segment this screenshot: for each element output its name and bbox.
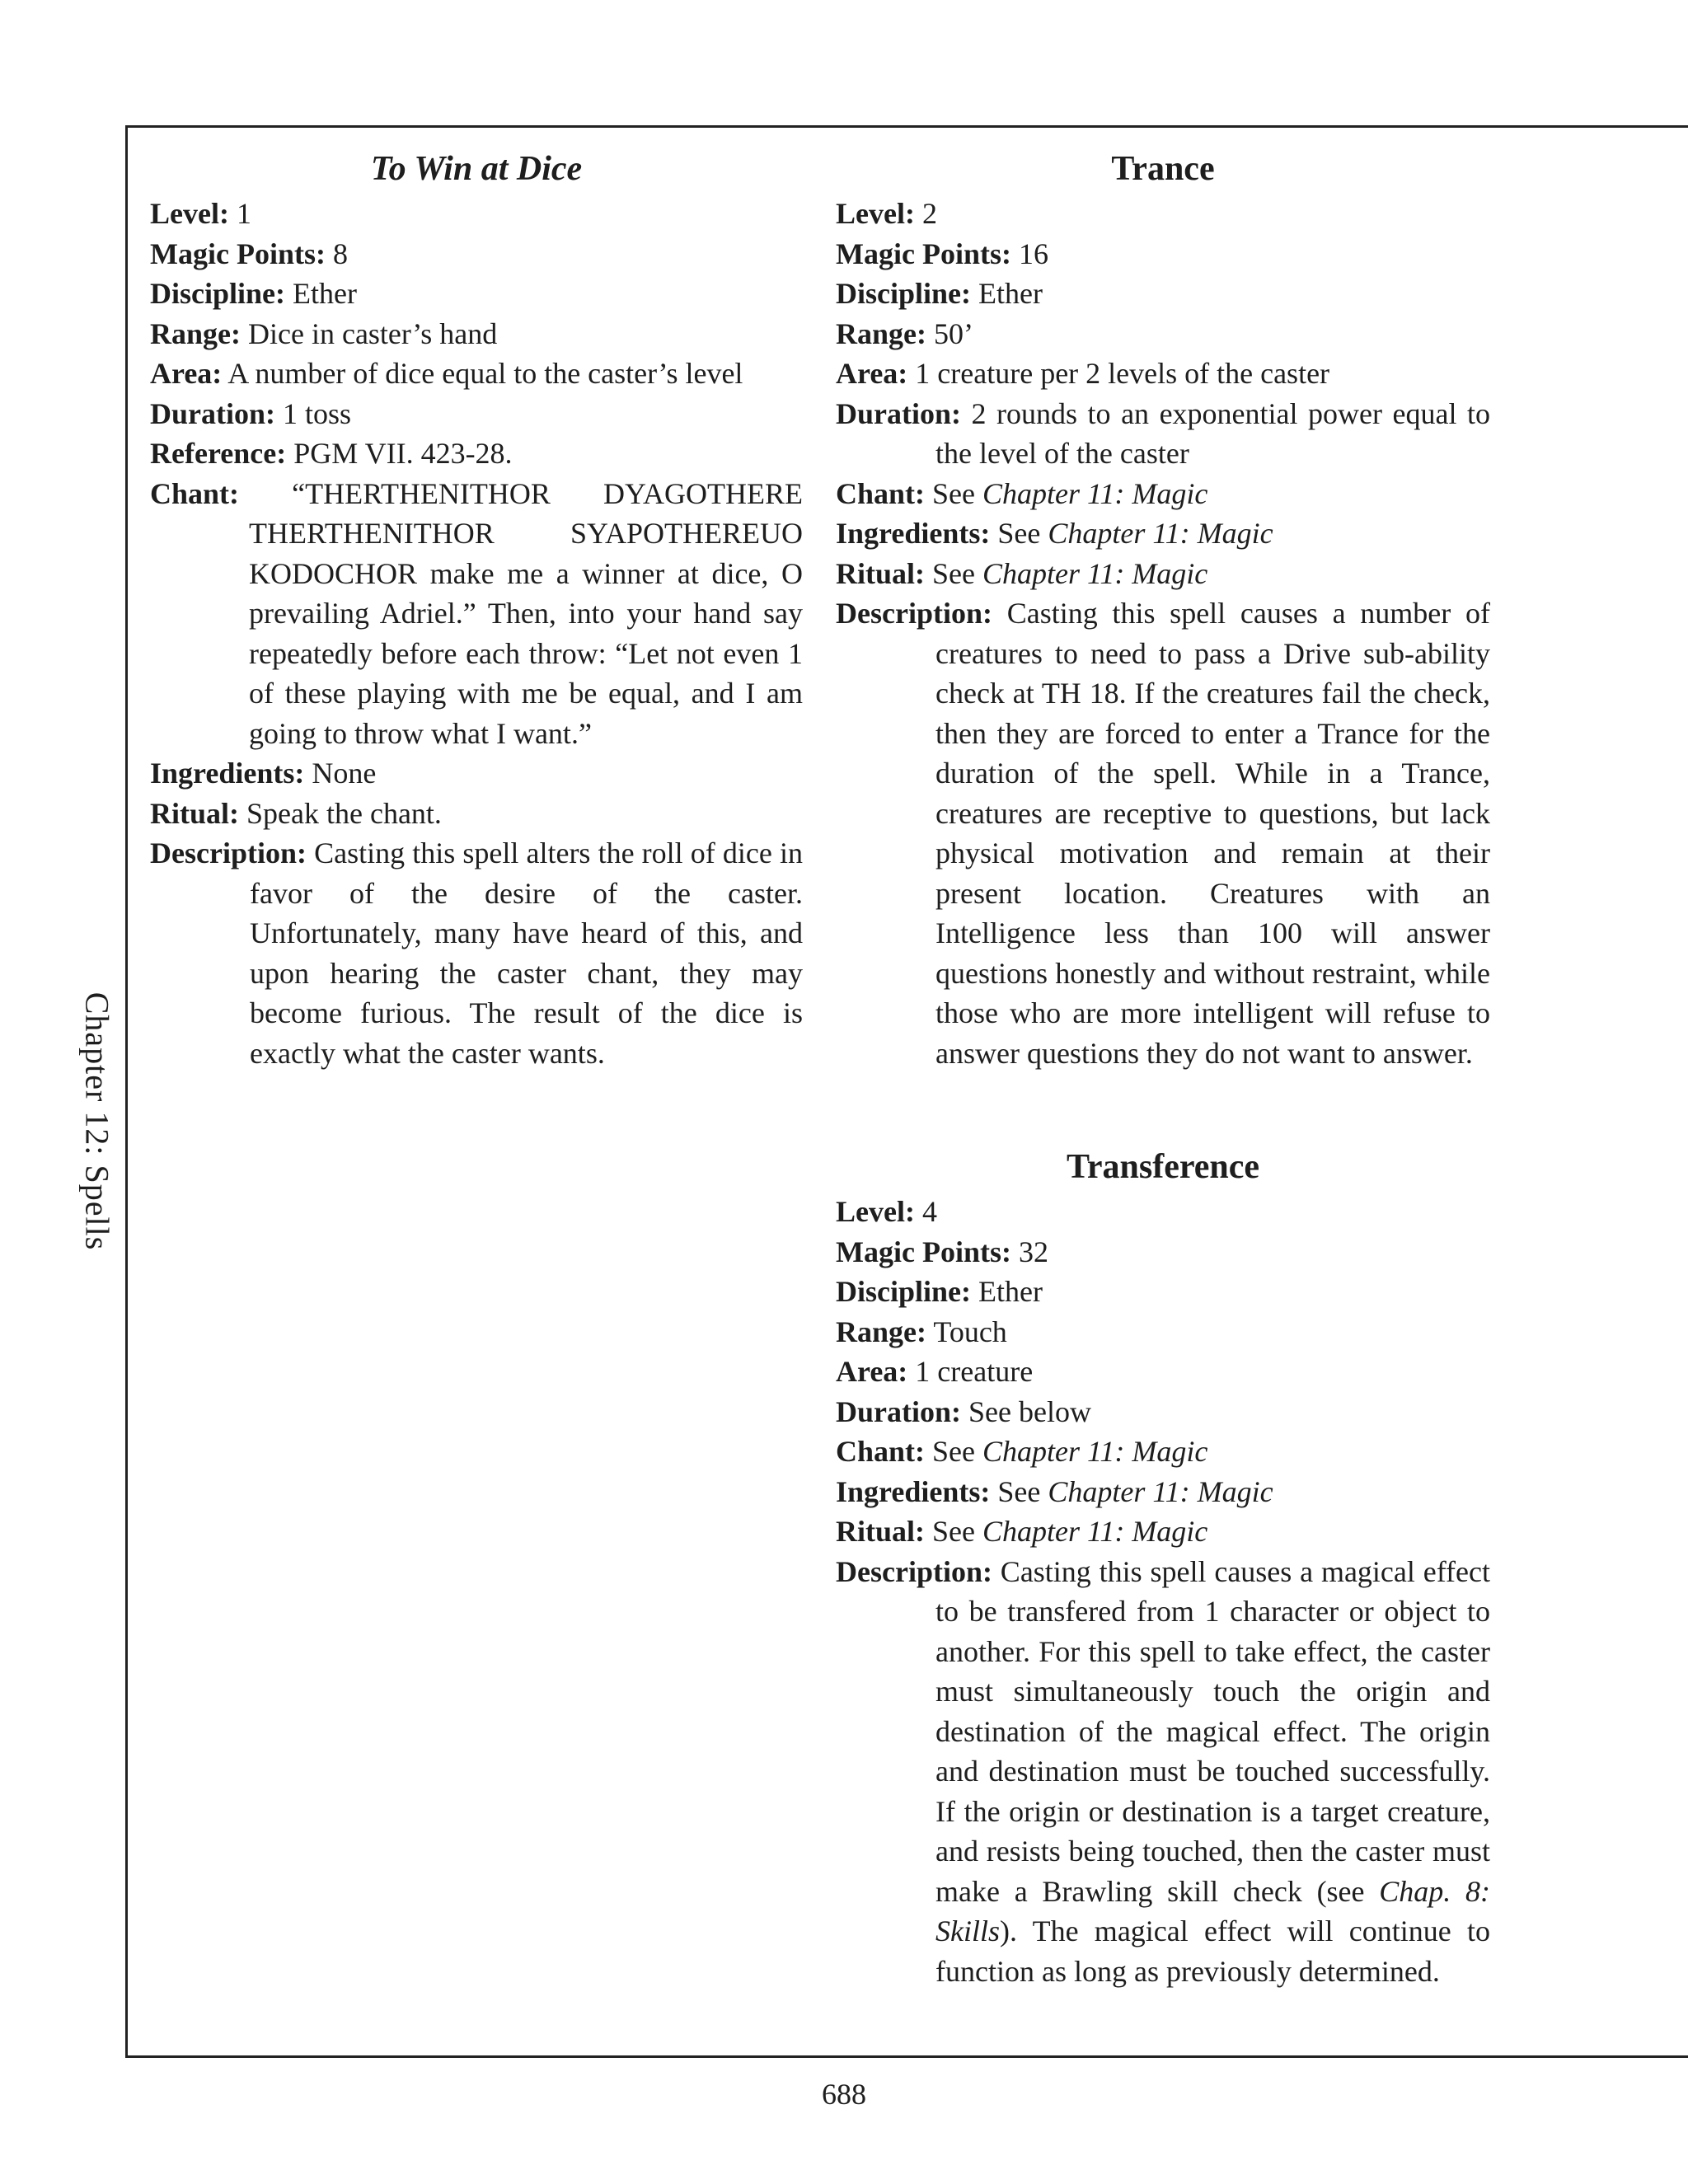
spell-to-win-at-dice bbox=[150, 144, 803, 1073]
area-row bbox=[836, 1352, 1490, 1392]
field-label: Ritual: bbox=[150, 796, 239, 830]
field-value: 1 creature per 2 levels of the caster bbox=[907, 357, 1330, 390]
field-value: See bbox=[925, 1515, 982, 1548]
discipline-row bbox=[150, 274, 803, 314]
spell-trance bbox=[836, 144, 1490, 1073]
field-label: Description: bbox=[150, 837, 307, 869]
description-row bbox=[150, 833, 803, 1073]
field-value: None bbox=[304, 757, 377, 790]
page-number: 688 bbox=[822, 2078, 866, 2111]
field-label: Ingredients: bbox=[836, 1474, 991, 1508]
field-label: Range: bbox=[836, 316, 926, 350]
spell-transference bbox=[836, 1142, 1490, 1991]
chapter-reference-link: Chapter 11: Magic bbox=[982, 556, 1208, 590]
field-value: Speak the chant. bbox=[239, 796, 442, 830]
field-value: Dice in caster’s hand bbox=[241, 316, 498, 350]
field-value: PGM VII. 423-28. bbox=[286, 437, 513, 470]
chapter-reference-link: Chap. 8: Skills bbox=[935, 1874, 1491, 1947]
field-label: Chant: bbox=[836, 476, 926, 510]
chant-row bbox=[150, 474, 803, 754]
chapter-reference-link: Chapter 11: Magic bbox=[982, 1515, 1208, 1548]
field-value: Ether bbox=[971, 1275, 1043, 1308]
spell-title: Transference bbox=[1066, 1148, 1260, 1186]
field-value: 8 bbox=[325, 237, 348, 270]
chapter-label-text: Chapter 12: Spells bbox=[78, 991, 116, 1250]
field-label: Magic Points: bbox=[836, 1235, 1011, 1268]
description-row bbox=[836, 1552, 1490, 1992]
field-value: See below bbox=[961, 1394, 1091, 1428]
range-row bbox=[836, 1312, 1490, 1352]
field-value: Touch bbox=[926, 1315, 1007, 1348]
field-value: 1 toss bbox=[275, 396, 352, 430]
field-value: 2 bbox=[914, 197, 937, 230]
description-row bbox=[836, 593, 1490, 1073]
area-row bbox=[836, 354, 1490, 394]
field-label: Area: bbox=[836, 357, 908, 390]
ritual-row bbox=[836, 554, 1490, 594]
field-label: Range: bbox=[150, 316, 241, 350]
field-label: Magic Points: bbox=[150, 237, 326, 270]
field-value: See bbox=[990, 1474, 1048, 1508]
magic-points-row bbox=[836, 234, 1490, 274]
field-label: Discipline: bbox=[836, 277, 972, 310]
field-label: Ritual: bbox=[836, 556, 925, 590]
field-value: 32 bbox=[1010, 1235, 1048, 1268]
field-label: Duration: bbox=[836, 1394, 961, 1428]
field-value: 1 creature bbox=[907, 1355, 1034, 1388]
ingredients-row bbox=[150, 753, 803, 794]
spell-title: To Win at Dice bbox=[370, 150, 583, 188]
field-label: Chant: bbox=[150, 476, 240, 510]
discipline-row bbox=[836, 274, 1490, 314]
field-label: Duration: bbox=[150, 396, 275, 430]
field-label: Duration: bbox=[836, 396, 961, 430]
field-label: Reference: bbox=[150, 437, 287, 470]
chapter-reference-link: Chapter 11: Magic bbox=[982, 1435, 1208, 1468]
field-label: Discipline: bbox=[836, 1275, 972, 1308]
spell-title: Trance bbox=[1111, 150, 1215, 188]
magic-points-row bbox=[836, 1232, 1490, 1272]
duration-row bbox=[150, 394, 803, 434]
field-label: Range: bbox=[836, 1315, 926, 1348]
field-label: Magic Points: bbox=[836, 237, 1011, 270]
field-value: See bbox=[925, 556, 982, 590]
field-label: Area: bbox=[150, 357, 223, 390]
field-value: Casting this spell causes a magical effect to be transfered from 1 character or object to another. For this spell to take effect, the caster must simultaneously touch the origin and destination of the magical effect. The origin and destination must be touched successfully. If the origin or destination is a target creature, and resists being touched, then the caster must make a Brawling skill check (see bbox=[935, 1554, 1490, 1908]
ingredients-row bbox=[836, 1472, 1490, 1512]
field-value: Ether bbox=[971, 277, 1043, 310]
chapter-reference-link: Chapter 11: Magic bbox=[1048, 1474, 1273, 1508]
field-value: See bbox=[925, 476, 983, 510]
field-value: See bbox=[925, 1435, 983, 1468]
field-label: Description: bbox=[836, 597, 992, 630]
level-row bbox=[150, 194, 803, 234]
magic-points-row bbox=[150, 234, 803, 274]
field-value: Ether bbox=[285, 277, 357, 310]
chant-row bbox=[836, 1432, 1490, 1472]
range-row bbox=[150, 314, 803, 354]
field-value: 2 rounds to an exponential power equal to the level of the caster bbox=[935, 396, 1490, 470]
reference-row bbox=[150, 434, 803, 474]
field-value: See bbox=[990, 517, 1048, 550]
range-row bbox=[836, 314, 1490, 354]
field-value: 16 bbox=[1010, 237, 1048, 270]
field-label: Level: bbox=[836, 1195, 915, 1228]
ritual-row bbox=[150, 794, 803, 834]
discipline-row bbox=[836, 1272, 1490, 1312]
field-label: Level: bbox=[836, 197, 915, 230]
field-value: A number of dice equal to the caster’s level bbox=[222, 357, 743, 390]
field-value: Casting this spell causes a number of creatures to need to pass a Drive sub-ability check at TH 18. If the creatures fail the check, then they are forced to enter a Trance for the duration of the spell. While in a Trance, creatures are receptive to questions, but lack physical motivation and remain at their present location. Creatures with an Intelligence less than 100 will answer questions honestly and without restraint, while those who are more intelligent will refuse to answer questions they do not want to answer. bbox=[935, 597, 1490, 1070]
area-row bbox=[150, 354, 803, 394]
field-label: Ritual: bbox=[836, 1515, 925, 1548]
field-label: Level: bbox=[150, 197, 229, 230]
level-row bbox=[836, 1192, 1490, 1232]
duration-row bbox=[836, 394, 1490, 474]
chant-row bbox=[836, 474, 1490, 514]
chapter-side-label bbox=[64, 972, 130, 1269]
field-label: Ingredients: bbox=[150, 757, 305, 790]
field-value: 50’ bbox=[926, 316, 973, 350]
duration-row bbox=[836, 1392, 1490, 1432]
field-value: “THERTHENITHOR DYAGOTHERE THERTHENITHOR SYAPOTHEREUO KODOCHOR make me a winner at dice, O prevailing Adriel.” Then, into your hand say repeatedly before each throw: “Let not even 1 of these playing with me be equal, and I am going to throw what I want.” bbox=[239, 476, 803, 750]
field-label: Description: bbox=[836, 1554, 992, 1588]
ritual-row bbox=[836, 1511, 1490, 1552]
field-value: Casting this spell alters the roll of dice in favor of the desire of the caster. Unfortunately, many have heard of this, and upon hearing the caster chant, they may become furious. The result of the dice is exactly what the caster wants. bbox=[250, 837, 803, 1070]
field-value: 1 bbox=[228, 197, 251, 230]
field-value: ). The magical effect will continue to function as long as previously determined. bbox=[935, 1915, 1490, 1988]
field-label: Chant: bbox=[836, 1435, 926, 1468]
field-label: Discipline: bbox=[150, 277, 286, 310]
chapter-reference-link: Chapter 11: Magic bbox=[1048, 517, 1273, 550]
chapter-reference-link: Chapter 11: Magic bbox=[982, 476, 1208, 510]
ingredients-row bbox=[836, 513, 1490, 554]
field-value: 4 bbox=[914, 1195, 937, 1228]
field-label: Area: bbox=[836, 1355, 908, 1388]
field-label: Ingredients: bbox=[836, 517, 991, 550]
level-row bbox=[836, 194, 1490, 234]
